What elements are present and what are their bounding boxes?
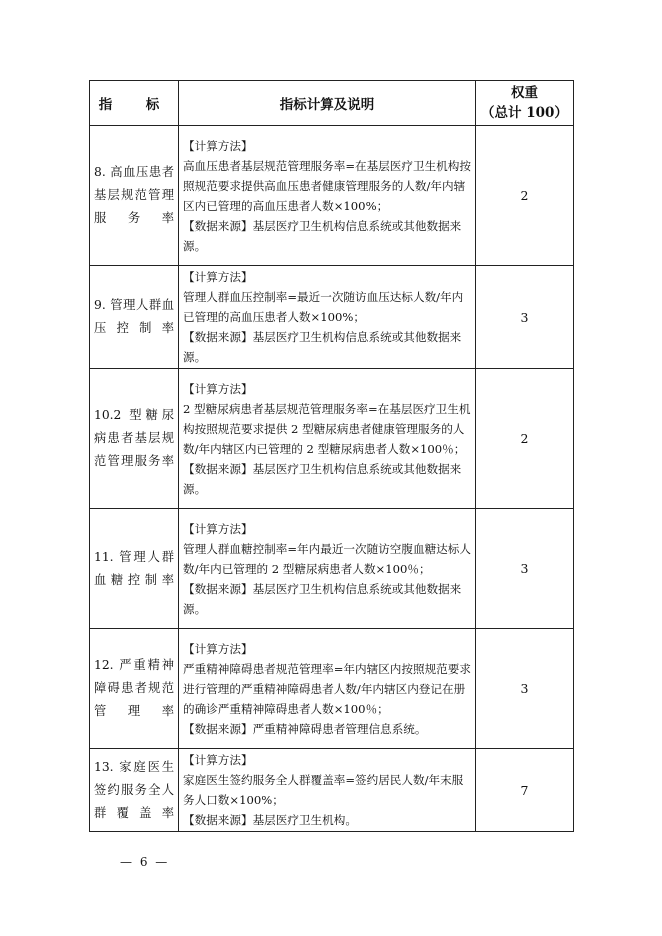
indicator-description [179, 629, 476, 749]
method-text: 管理人群血糖控制率=年内最近一次随访空腹血糖达标人数/年内已管理的 2 型糖尿病患者人数×100％； [183, 541, 471, 576]
method-label: 【计算方法】 [183, 521, 253, 536]
method-text: 管理人群血压控制率=最近一次随访血压达标人数/年内已管理的高血压患者人数×100%； [183, 290, 464, 324]
indicator-weight: 7 [476, 749, 574, 832]
indicator-name: 12. 严重精神障碍患者规范管理率 [90, 629, 179, 749]
method-label: 【计算方法】 [183, 381, 253, 396]
source-text: 【数据来源】基层医疗卫生机构信息系统或其他数据来源。 [183, 330, 462, 364]
header-calculation: 指标计算及说明 [179, 81, 476, 126]
header-weight-total: （总计 100） [481, 105, 568, 121]
table-row [90, 369, 574, 509]
indicator-weight: 3 [476, 629, 574, 749]
method-label: 【计算方法】 [183, 641, 253, 656]
method-label: 【计算方法】 [183, 753, 253, 767]
method-text: 2 型糖尿病患者基层规范管理服务率=在基层医疗卫生机构按照规范要求提供 2 型糖尿病患者健康管理服务的人数/年内辖区内已管理的 2 型糖尿病患者人数×100％； [183, 401, 471, 456]
method-label: 【计算方法】 [183, 138, 253, 153]
indicator-description [179, 369, 476, 509]
header-weight [476, 81, 574, 126]
method-text: 严重精神障碍患者规范管理率=年内辖区内按照规范要求进行管理的严重精神障碍患者人数/年内辖区内登记在册的确诊严重精神障碍患者人数×100％； [183, 661, 471, 716]
source-text: 【数据来源】基层医疗卫生机构。 [183, 813, 357, 827]
source-text: 【数据来源】严重精神障碍患者管理信息系统。 [183, 721, 427, 736]
indicator-name: 11. 管理人群血糖控制率 [90, 509, 179, 629]
table-row [90, 266, 574, 369]
indicator-name: 8. 高血压患者基层规范管理服务率 [90, 126, 179, 266]
table-header-row [90, 81, 574, 126]
table-row [90, 509, 574, 629]
table-row [90, 629, 574, 749]
page-number: — 6 — [120, 855, 170, 869]
indicator-weight: 2 [476, 126, 574, 266]
source-text: 【数据来源】基层医疗卫生机构信息系统或其他数据来源。 [183, 461, 462, 496]
indicator-weight: 3 [476, 266, 574, 369]
source-text: 【数据来源】基层医疗卫生机构信息系统或其他数据来源。 [183, 218, 462, 253]
indicator-table [89, 80, 574, 832]
indicator-name: 10.2 型糖尿病患者基层规范管理服务率 [90, 369, 179, 509]
indicator-name: 9. 管理人群血压控制率 [90, 266, 179, 369]
indicator-description [179, 266, 476, 369]
method-text: 家庭医生签约服务全人群覆盖率=签约居民人数/年末服务人口数×100%； [183, 773, 464, 807]
header-indicator: 指 标 [90, 81, 179, 126]
indicator-weight: 3 [476, 509, 574, 629]
source-text: 【数据来源】基层医疗卫生机构信息系统或其他数据来源。 [183, 581, 462, 616]
indicator-description [179, 749, 476, 832]
method-text: 高血压患者基层规范管理服务率=在基层医疗卫生机构按照规范要求提供高血压患者健康管理服务的人数/年内辖区内已管理的高血压患者人数×100%； [183, 158, 471, 213]
indicator-weight: 2 [476, 369, 574, 509]
header-weight-title: 权重 [511, 85, 538, 101]
method-label: 【计算方法】 [183, 270, 253, 284]
table-row [90, 126, 574, 266]
indicator-description [179, 509, 476, 629]
indicator-name: 13. 家庭医生签约服务全人群覆盖率 [90, 749, 179, 832]
table-row [90, 749, 574, 832]
indicator-description [179, 126, 476, 266]
